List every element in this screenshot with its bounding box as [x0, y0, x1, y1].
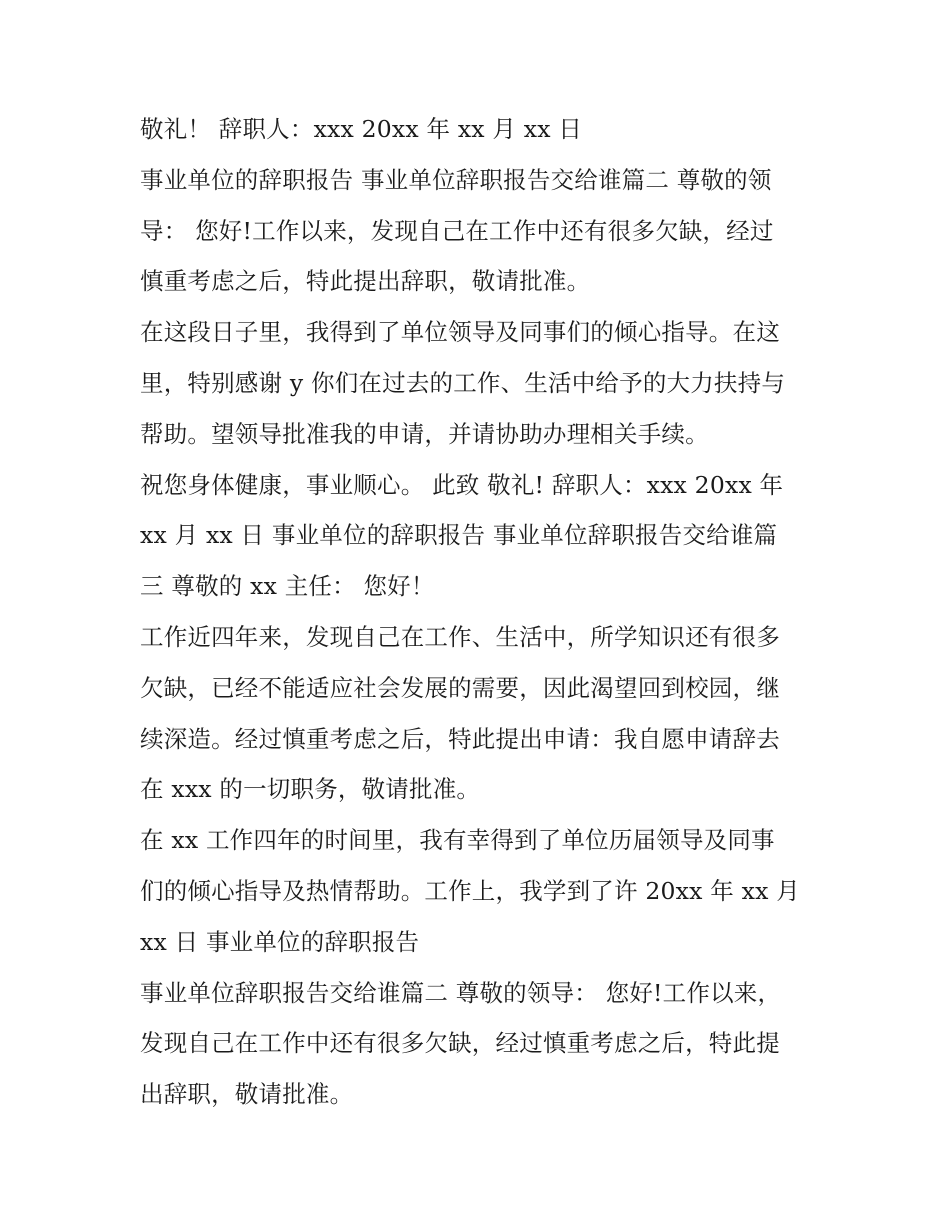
text-line-8: 祝您身体健康，事业顺心。 此致 敬礼! 辞职人：xxx 20xx 年	[140, 470, 784, 499]
document-body	[140, 104, 820, 1120]
text-line-12: 欠缺，已经不能适应社会发展的需要，因此渴望回到校园，继	[140, 673, 780, 702]
text-line-19: 发现自己在工作中还有很多欠缺，经过慎重考虑之后，特此提	[140, 1029, 780, 1058]
text-line-9: xx 月 xx 日 事业单位的辞职报告 事业单位辞职报告交给谁篇	[140, 521, 778, 550]
text-line-14: 在 xxx 的一切职务，敬请批准。	[140, 775, 481, 804]
text-line-11: 工作近四年来，发现自己在工作、生活中，所学知识还有很多	[140, 622, 780, 651]
text-line-1: 敬礼！ 辞职人：xxx 20xx 年 xx 月 xx 日	[140, 115, 583, 143]
text-line-5: 在这段日子里，我得到了单位领导及同事们的倾心指导。在这	[140, 318, 780, 347]
text-line-16: 们的倾心指导及热情帮助。工作上，我学到了许 20xx 年 xx 月	[140, 876, 800, 905]
text-line-7: 帮助。望领导批准我的申请，并请协助办理相关手续。	[140, 419, 709, 448]
text-line-2: 事业单位的辞职报告 事业单位辞职报告交给谁篇二 尊敬的领	[140, 165, 772, 194]
text-line-6: 里，特别感谢 y 你们在过去的工作、生活中给予的大力扶持与	[140, 368, 786, 397]
text-line-20: 出辞职，敬请批准。	[140, 1080, 354, 1109]
text-line-17: xx 日 事业单位的辞职报告	[140, 927, 420, 956]
text-line-13: 续深造。经过慎重考虑之后，特此提出申请：我自愿申请辞去	[140, 724, 780, 753]
text-line-3: 导： 您好!工作以来，发现自己在工作中还有很多欠缺，经过	[140, 216, 774, 245]
text-line-4: 慎重考虑之后，特此提出辞职，敬请批准。	[140, 267, 591, 296]
text-line-10: 三 尊敬的 xx 主任： 您好！	[140, 572, 435, 601]
text-line-15: 在 xx 工作四年的时间里，我有幸得到了单位历届领导及同事	[140, 826, 775, 855]
text-line-18: 事业单位辞职报告交给谁篇二 尊敬的领导： 您好!工作以来，	[140, 978, 782, 1007]
